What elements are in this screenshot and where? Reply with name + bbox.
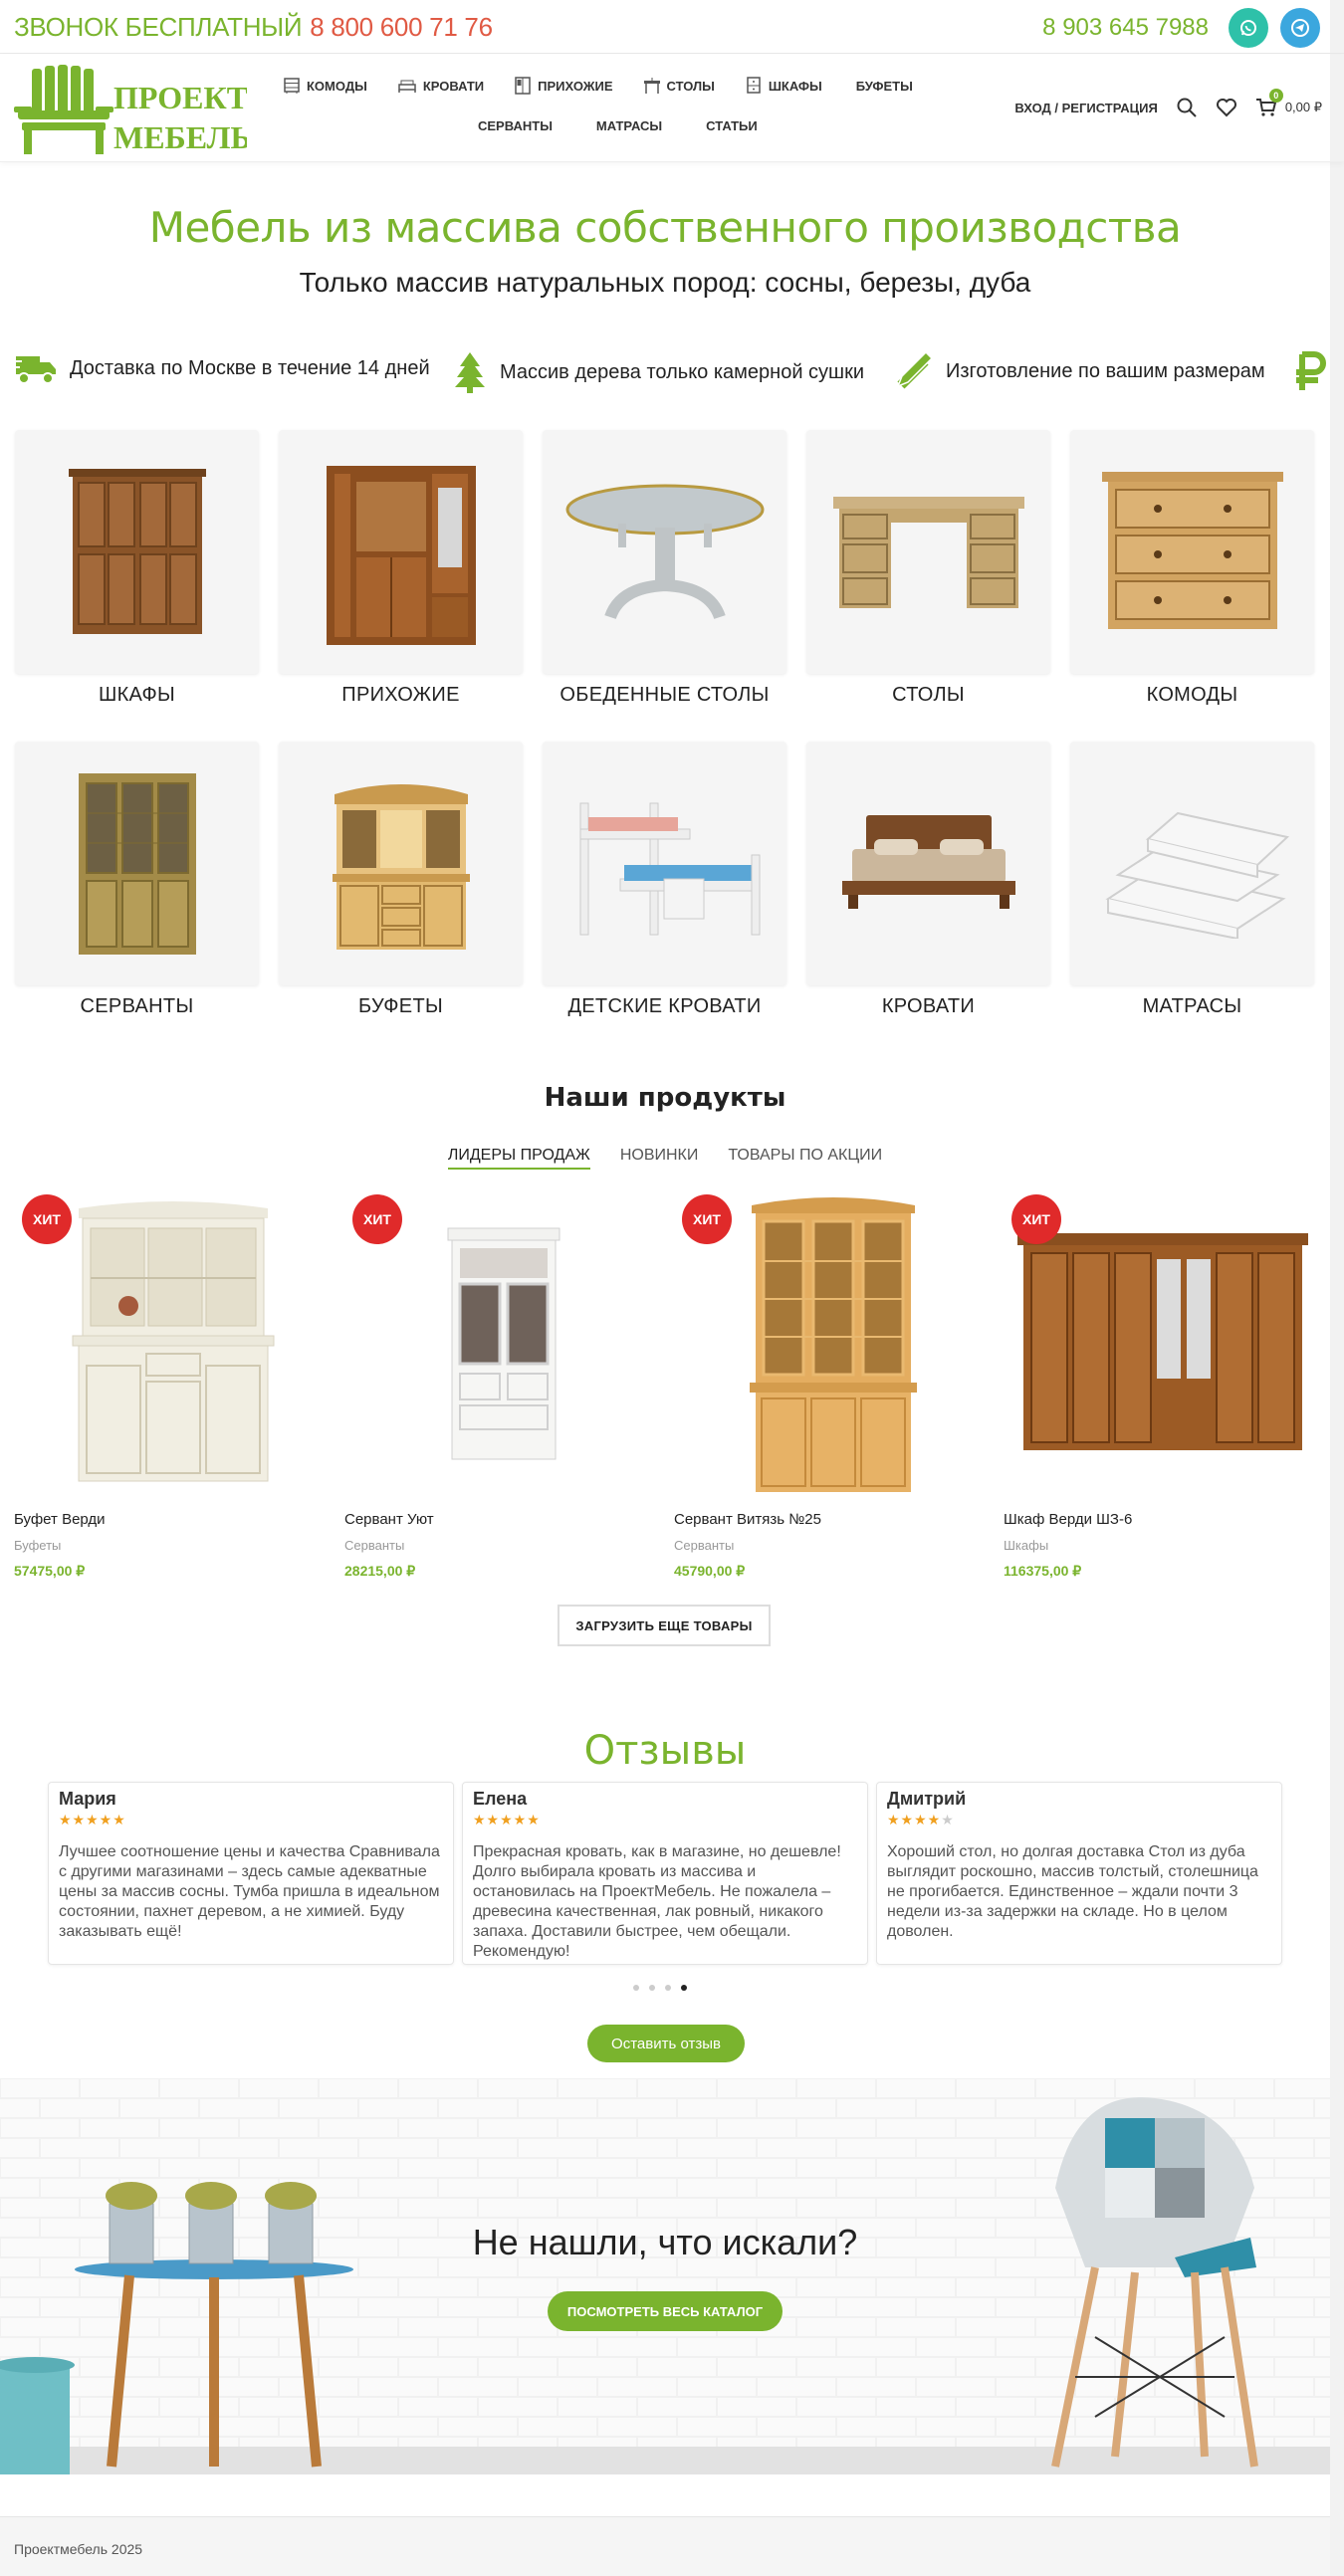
product-image[interactable] xyxy=(344,1186,663,1501)
product-price: 45790,00 ₽ xyxy=(674,1563,746,1579)
category-image xyxy=(15,742,259,985)
top-bar xyxy=(0,0,1344,54)
product-name[interactable]: Сервант Уют xyxy=(344,1511,434,1528)
search-icon[interactable] xyxy=(1176,97,1198,118)
pagination-dot-active[interactable] xyxy=(681,1985,687,1991)
nav-item-krovati[interactable] xyxy=(397,77,484,95)
products-section-title: Наши продукты xyxy=(544,1083,786,1113)
wardrobe-icon xyxy=(745,77,763,95)
whatsapp-button[interactable] xyxy=(1229,8,1268,48)
nav-label: ПРИХОЖИЕ xyxy=(538,78,613,94)
banner-title: Не нашли, что искали? xyxy=(472,2222,858,2262)
product-name[interactable]: Шкаф Верди ШЗ-6 xyxy=(1004,1511,1133,1528)
category-card-tables[interactable] xyxy=(806,430,1050,707)
category-label: ШКАФЫ xyxy=(98,684,176,706)
review-text: Прекрасная кровать, как в магазине, но дешевле! Долго выбирала кровать из массива и остановилась на ПроектМебель. Не пожалела – древесина качественная, лак ровный, никакого запаха. Доставили быстрее, чем обещали. Рекомендую! xyxy=(473,1843,841,1960)
catalog-banner xyxy=(0,2078,1330,2474)
product-name[interactable]: Буфет Верди xyxy=(14,1511,106,1528)
category-card-kids-beds[interactable] xyxy=(543,742,786,1018)
category-label: БУФЕТЫ xyxy=(358,995,443,1017)
feature-delivery xyxy=(14,350,430,386)
product-name[interactable]: Сервант Витязь №25 xyxy=(674,1511,821,1528)
product-image[interactable] xyxy=(14,1186,333,1501)
star-rating xyxy=(887,1812,1271,1828)
nav-label: КРОВАТИ xyxy=(422,78,485,94)
hit-badge: ХИТ xyxy=(352,1194,402,1244)
product-card[interactable] xyxy=(674,1186,993,1580)
cart-total: 0,00 ₽ xyxy=(1284,100,1322,114)
features-strip xyxy=(14,350,1344,406)
nav-label: СТАТЬИ xyxy=(706,118,758,133)
category-label: МАТРАСЫ xyxy=(1142,995,1242,1017)
category-image xyxy=(279,430,523,674)
product-image[interactable] xyxy=(674,1186,993,1501)
free-call-label: ЗВОНОК БЕСПЛАТНЫЙ xyxy=(14,12,303,42)
pagination-dot[interactable] xyxy=(633,1985,639,1991)
product-category[interactable]: Серванты xyxy=(344,1538,405,1553)
category-label: ПРИХОЖИЕ xyxy=(341,684,460,706)
leave-review-button[interactable]: Оставить отзыв xyxy=(587,2025,745,2062)
hit-badge: ХИТ xyxy=(682,1194,732,1244)
category-card-hallways[interactable] xyxy=(279,430,523,707)
ruler-pencil-icon xyxy=(892,350,934,392)
category-label: КОМОДЫ xyxy=(1146,684,1238,706)
category-card-buffets[interactable] xyxy=(279,742,523,1018)
product-category[interactable]: Буфеты xyxy=(14,1538,62,1553)
main-nav-row1 xyxy=(283,77,913,95)
ruble-icon xyxy=(1294,350,1328,392)
logo-line2: МЕБЕЛЬ xyxy=(113,119,247,155)
free-call-block xyxy=(14,12,493,43)
product-image[interactable] xyxy=(1004,1186,1322,1501)
nav-item-bufety[interactable] xyxy=(856,77,913,95)
product-category[interactable]: Серванты xyxy=(674,1538,735,1553)
bed-icon xyxy=(397,77,417,95)
reviewer-name: Дмитрий xyxy=(887,1789,967,1809)
logo-line1: ПРОЕКТ xyxy=(113,80,247,115)
product-tabs xyxy=(0,1147,1330,1170)
category-image xyxy=(806,742,1050,985)
hero-subtitle: Только массив натуральных пород: сосны, березы, дуба xyxy=(299,267,1031,298)
reviewer-name: Мария xyxy=(59,1789,116,1809)
cart-count-badge: 0 xyxy=(1269,89,1283,103)
product-price: 57475,00 ₽ xyxy=(14,1563,86,1579)
header-tools xyxy=(1014,91,1322,118)
nav-label: СТОЛЫ xyxy=(666,78,715,94)
hit-badge: ХИТ xyxy=(1011,1194,1061,1244)
feature-custom-size xyxy=(892,350,1265,392)
dresser-icon xyxy=(283,77,301,95)
telegram-icon xyxy=(1289,17,1311,39)
category-image xyxy=(15,430,259,674)
copyright-text: Проектмебель 2025 xyxy=(14,2541,143,2557)
category-card-wardrobes[interactable] xyxy=(15,430,259,707)
product-category[interactable]: Шкафы xyxy=(1004,1538,1049,1553)
star-rating xyxy=(59,1812,443,1828)
pagination-dot[interactable] xyxy=(665,1985,671,1991)
category-image xyxy=(806,430,1050,674)
tree-icon xyxy=(452,350,488,394)
stars-empty: ★ xyxy=(941,1812,955,1827)
heart-icon[interactable] xyxy=(1216,97,1237,118)
tab-new[interactable]: НОВИНКИ xyxy=(619,1147,699,1164)
category-label: СЕРВАНТЫ xyxy=(80,995,194,1017)
stars-filled: ★★★★★ xyxy=(473,1812,541,1827)
hallway-icon xyxy=(514,77,532,95)
nav-item-matrasy[interactable] xyxy=(596,118,662,133)
reviews-pagination xyxy=(633,1985,687,1991)
product-card[interactable] xyxy=(1004,1186,1322,1580)
stars-filled: ★★★★★ xyxy=(59,1812,126,1827)
feature-text: Доставка по Москве в течение 14 дней xyxy=(70,356,430,379)
table-icon xyxy=(643,77,661,95)
category-label: ОБЕДЕННЫЕ СТОЛЫ xyxy=(560,684,770,706)
nav-item-stati[interactable] xyxy=(706,118,758,133)
nav-label: МАТРАСЫ xyxy=(595,118,663,133)
category-image xyxy=(1070,430,1314,674)
category-image xyxy=(543,742,786,985)
category-image xyxy=(1070,742,1314,985)
nav-item-servanty[interactable] xyxy=(478,118,553,133)
feature-text: Массив дерева только камерной сушки xyxy=(500,360,865,383)
nav-item-komody[interactable] xyxy=(283,77,367,95)
nav-label: ШКАФЫ xyxy=(768,78,822,94)
category-card-dining-tables[interactable] xyxy=(543,430,786,707)
nav-item-prihozhie[interactable] xyxy=(514,77,612,95)
reviews-title: Отзывы xyxy=(583,1728,747,1774)
category-card-servants[interactable] xyxy=(15,742,259,1018)
pagination-dot[interactable] xyxy=(649,1985,655,1991)
free-phone-link[interactable]: 8 800 600 71 76 xyxy=(310,12,493,42)
feature-dry-wood xyxy=(452,350,864,394)
feature-price xyxy=(1294,350,1340,392)
product-price: 116375,00 ₽ xyxy=(1004,1563,1082,1579)
site-logo[interactable] xyxy=(14,61,247,158)
category-label: КРОВАТИ xyxy=(881,995,976,1017)
tab-sale[interactable]: ТОВАРЫ ПО АКЦИИ xyxy=(728,1147,883,1164)
view-catalog-button[interactable]: ПОСМОТРЕТЬ ВЕСЬ КАТАЛОГ xyxy=(548,2291,783,2331)
hero-title: Мебель из массива собственного производства xyxy=(148,203,1182,252)
category-card-mattresses[interactable] xyxy=(1070,742,1314,1018)
category-label: ДЕТСКИЕ КРОВАТИ xyxy=(567,995,762,1017)
cart-button[interactable] xyxy=(1255,91,1322,118)
truck-icon xyxy=(14,350,58,386)
top-contacts xyxy=(1042,8,1320,48)
phone-link[interactable]: 8 903 645 7988 xyxy=(1042,14,1209,41)
load-more-button[interactable]: ЗАГРУЗИТЬ ЕЩЕ ТОВАРЫ xyxy=(558,1605,771,1646)
category-image xyxy=(543,430,786,674)
chair-logo-icon xyxy=(14,61,247,158)
banner-background-image xyxy=(0,2078,1330,2474)
category-label: СТОЛЫ xyxy=(892,684,965,706)
stars-filled: ★★★★ xyxy=(887,1812,942,1827)
nav-label: КОМОДЫ xyxy=(307,78,367,94)
hit-badge: ХИТ xyxy=(22,1194,72,1244)
nav-label: БУФЕТЫ xyxy=(855,78,913,94)
review-card xyxy=(48,1782,454,1965)
review-card xyxy=(876,1782,1282,1965)
site-footer xyxy=(0,2516,1330,2576)
star-rating xyxy=(473,1812,857,1828)
category-card-beds[interactable] xyxy=(806,742,1050,1018)
review-card xyxy=(462,1782,868,1965)
product-price: 28215,00 ₽ xyxy=(344,1563,416,1579)
login-link[interactable]: ВХОД / РЕГИСТРАЦИЯ xyxy=(1014,100,1158,115)
review-text: Лучшее соотношение цены и качества Сравнивала с другими магазинами – здесь самые адекватные цены за массив сосны. Тумба пришла в идеальном состоянии, пахнет деревом, а не химией. Буду заказывать ещё! xyxy=(59,1843,440,1940)
nav-item-shkafy[interactable] xyxy=(745,77,822,95)
product-card[interactable] xyxy=(14,1186,333,1580)
product-card[interactable] xyxy=(344,1186,663,1580)
nav-item-stoly[interactable] xyxy=(643,77,715,95)
category-image xyxy=(279,742,523,985)
main-nav-row2 xyxy=(478,118,758,133)
nav-label: СЕРВАНТЫ xyxy=(478,118,553,133)
review-text: Хороший стол, но долгая доставка Стол из дуба выглядит роскошно, массив толстый, столешница не прогибается. Единственное – ждали почти 3 недели из-за задержки на складе. Но в целом доволен. xyxy=(887,1843,1258,1940)
category-card-dressers[interactable] xyxy=(1070,430,1314,707)
whatsapp-icon xyxy=(1238,18,1258,38)
site-header xyxy=(0,55,1344,162)
reviewer-name: Елена xyxy=(473,1789,528,1809)
tab-bestsellers[interactable]: ЛИДЕРЫ ПРОДАЖ xyxy=(448,1147,590,1170)
feature-text: Изготовление по вашим размерам xyxy=(946,359,1265,382)
telegram-button[interactable] xyxy=(1280,8,1320,48)
